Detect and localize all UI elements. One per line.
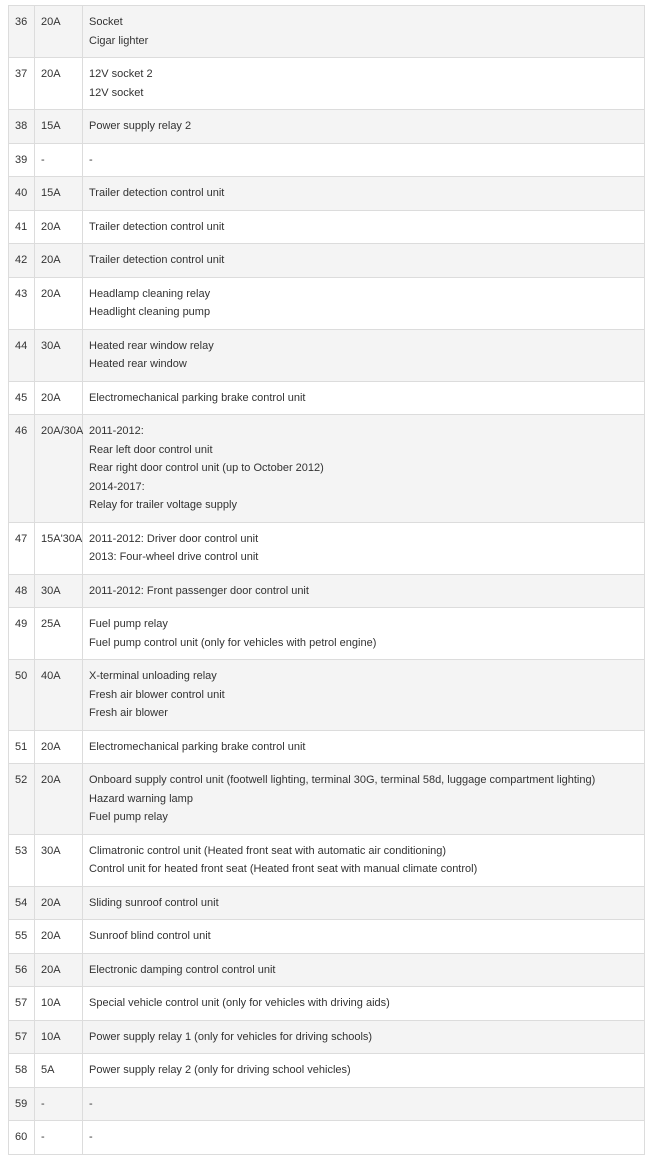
fuse-description-line: Trailer detection control unit xyxy=(89,187,225,199)
fuse-description-line: Fresh air blower control unit xyxy=(89,688,225,701)
fuse-amperage-cell: 15A'30A xyxy=(35,522,83,574)
table-row xyxy=(9,730,645,764)
fuse-amperage-cell: 30A xyxy=(35,329,83,381)
fuse-number-cell: 53 xyxy=(9,834,35,886)
fuse-number-cell: 59 xyxy=(9,1087,35,1121)
fuse-description-line: Fuel pump relay xyxy=(89,618,168,630)
fuse-amperage-cell: 20A xyxy=(35,277,83,329)
table-row xyxy=(9,1121,645,1155)
fuse-description-line: Headlamp cleaning relay xyxy=(89,287,211,300)
fuse-description-cell xyxy=(83,608,645,660)
fuse-description-cell xyxy=(83,143,645,177)
table-row xyxy=(9,244,645,278)
fuse-number-cell: 47 xyxy=(9,522,35,574)
fuse-description-line: Climatronic control unit (Heated front seat with automatic air conditioning) xyxy=(89,844,447,857)
fuse-description-cell xyxy=(83,381,645,415)
fuse-number-cell: 40 xyxy=(9,177,35,211)
fuse-table-body xyxy=(9,6,645,1155)
fuse-description-line: Heated rear window xyxy=(89,358,187,370)
fuse-description-line: Rear left door control unit xyxy=(89,443,213,456)
fuse-description-line: Special vehicle control unit (only for vehicles with driving aids) xyxy=(89,997,390,1009)
fuse-number-cell: 36 xyxy=(9,6,35,58)
fuse-description-line: Fuel pump control unit (only for vehicles with petrol engine) xyxy=(89,636,377,649)
fuse-description-cell xyxy=(83,110,645,144)
fuse-amperage-cell: 20A xyxy=(35,6,83,58)
fuse-description-line: - xyxy=(89,153,93,166)
table-row xyxy=(9,660,645,731)
fuse-description-line: Power supply relay 2 (only for driving school vehicles) xyxy=(89,1064,351,1076)
table-row xyxy=(9,1054,645,1088)
fuse-number-cell: 38 xyxy=(9,110,35,144)
fuse-description-cell xyxy=(83,886,645,920)
table-row xyxy=(9,522,645,574)
fuse-number-cell: 60 xyxy=(9,1121,35,1155)
fuse-amperage-cell: 30A xyxy=(35,834,83,886)
fuse-description-line: Onboard supply control unit (footwell lighting, terminal 30G, terminal 58d, luggage compartment lighting) xyxy=(89,774,596,786)
fuse-description-cell xyxy=(83,6,645,58)
fuse-description-cell xyxy=(83,953,645,987)
fuse-amperage-cell: 20A xyxy=(35,730,83,764)
fuse-amperage-cell: - xyxy=(35,143,83,177)
fuse-number-cell: 44 xyxy=(9,329,35,381)
table-row xyxy=(9,143,645,177)
fuse-description-cell xyxy=(83,920,645,954)
table-row xyxy=(9,277,645,329)
fuse-description-line: Electronic damping control control unit xyxy=(89,963,276,976)
fuse-number-cell: 52 xyxy=(9,764,35,835)
fuse-amperage-cell: 5A xyxy=(35,1054,83,1088)
fuse-description-cell xyxy=(83,574,645,608)
fuse-number-cell: 49 xyxy=(9,608,35,660)
fuse-description-line: - xyxy=(89,1097,93,1110)
fuse-amperage-cell: 20A xyxy=(35,210,83,244)
fuse-number-cell: 41 xyxy=(9,210,35,244)
fuse-description-cell xyxy=(83,277,645,329)
fuse-number-cell: 46 xyxy=(9,415,35,523)
table-row xyxy=(9,415,645,523)
fuse-number-cell: 39 xyxy=(9,143,35,177)
fuse-assignment-table xyxy=(8,5,645,1155)
fuse-amperage-cell: 20A xyxy=(35,58,83,110)
fuse-amperage-cell: 20A xyxy=(35,920,83,954)
fuse-description-cell xyxy=(83,329,645,381)
table-row xyxy=(9,886,645,920)
table-row xyxy=(9,953,645,987)
table-row xyxy=(9,381,645,415)
fuse-description-line: Power supply relay 1 (only for vehicles for driving schools) xyxy=(89,1030,373,1043)
fuse-amperage-cell: 20A xyxy=(35,953,83,987)
fuse-description-cell xyxy=(83,177,645,211)
fuse-number-cell: 54 xyxy=(9,886,35,920)
fuse-description-line: Control unit for heated front seat (Heated front seat with manual climate control) xyxy=(89,863,478,875)
fuse-description-cell xyxy=(83,1020,645,1054)
fuse-description-cell xyxy=(83,522,645,574)
fuse-description-cell xyxy=(83,1087,645,1121)
fuse-number-cell: 56 xyxy=(9,953,35,987)
fuse-description-line: 2011-2012: Driver door control unit xyxy=(89,532,259,545)
fuse-description-line: X-terminal unloading relay xyxy=(89,670,217,682)
fuse-description-cell xyxy=(83,244,645,278)
fuse-number-cell: 48 xyxy=(9,574,35,608)
table-row xyxy=(9,834,645,886)
table-row xyxy=(9,987,645,1021)
fuse-number-cell: 45 xyxy=(9,381,35,415)
fuse-description-cell xyxy=(83,1054,645,1088)
fuse-amperage-cell: 20A/30A xyxy=(35,415,83,523)
fuse-description-line: - xyxy=(89,1131,93,1143)
fuse-amperage-cell: - xyxy=(35,1121,83,1155)
fuse-description-line: Relay for trailer voltage supply xyxy=(89,499,237,511)
table-row xyxy=(9,1020,645,1054)
table-row xyxy=(9,329,645,381)
fuse-description-cell xyxy=(83,730,645,764)
fuse-description-line: Headlight cleaning pump xyxy=(89,306,211,318)
fuse-description-line: Trailer detection control unit xyxy=(89,254,225,266)
table-row xyxy=(9,608,645,660)
fuse-description-line: Socket xyxy=(89,16,123,28)
fuse-description-cell xyxy=(83,210,645,244)
fuse-description-line: Electromechanical parking brake control unit xyxy=(89,391,306,404)
fuse-description-line: 2011-2012: Front passenger door control unit xyxy=(89,584,309,597)
fuse-amperage-cell: 30A xyxy=(35,574,83,608)
fuse-description-line: 12V socket xyxy=(89,86,144,99)
table-row xyxy=(9,920,645,954)
fuse-amperage-cell: 20A xyxy=(35,381,83,415)
fuse-number-cell: 42 xyxy=(9,244,35,278)
fuse-description-cell xyxy=(83,764,645,835)
table-row xyxy=(9,1087,645,1121)
fuse-number-cell: 37 xyxy=(9,58,35,110)
table-row xyxy=(9,177,645,211)
fuse-description-cell xyxy=(83,834,645,886)
table-row xyxy=(9,574,645,608)
fuse-number-cell: 57 xyxy=(9,987,35,1021)
fuse-description-cell xyxy=(83,660,645,731)
fuse-amperage-cell: 20A xyxy=(35,764,83,835)
fuse-number-cell: 50 xyxy=(9,660,35,731)
fuse-amperage-cell: 25A xyxy=(35,608,83,660)
fuse-amperage-cell: 40A xyxy=(35,660,83,731)
fuse-number-cell: 58 xyxy=(9,1054,35,1088)
fuse-description-cell xyxy=(83,415,645,523)
fuse-description-line: Power supply relay 2 xyxy=(89,120,192,132)
fuse-description-cell xyxy=(83,58,645,110)
fuse-number-cell: 43 xyxy=(9,277,35,329)
fuse-amperage-cell: 20A xyxy=(35,244,83,278)
fuse-description-line: 2011-2012: xyxy=(89,425,144,437)
fuse-amperage-cell: 15A xyxy=(35,110,83,144)
fuse-description-line: Cigar lighter xyxy=(89,34,149,47)
fuse-amperage-cell: 20A xyxy=(35,886,83,920)
table-row xyxy=(9,210,645,244)
fuse-description-line: Sliding sunroof control unit xyxy=(89,896,219,909)
table-row xyxy=(9,58,645,110)
fuse-amperage-cell: - xyxy=(35,1087,83,1121)
fuse-description-line: Hazard warning lamp xyxy=(89,792,193,805)
table-row xyxy=(9,110,645,144)
fuse-description-line: Rear right door control unit (up to October 2012) xyxy=(89,462,324,474)
fuse-description-cell xyxy=(83,987,645,1021)
fuse-amperage-cell: 10A xyxy=(35,1020,83,1054)
fuse-description-line: Heated rear window relay xyxy=(89,339,214,352)
fuse-number-cell: 57 xyxy=(9,1020,35,1054)
fuse-amperage-cell: 15A xyxy=(35,177,83,211)
fuse-amperage-cell: 10A xyxy=(35,987,83,1021)
fuse-number-cell: 55 xyxy=(9,920,35,954)
fuse-description-line: 12V socket 2 xyxy=(89,68,153,80)
fuse-description-line: Fuel pump relay xyxy=(89,811,168,823)
fuse-description-line: Electromechanical parking brake control unit xyxy=(89,740,306,753)
fuse-description-line: Trailer detection control unit xyxy=(89,220,225,233)
table-row xyxy=(9,6,645,58)
fuse-description-line: 2014-2017: xyxy=(89,480,145,493)
fuse-description-line: Sunroof blind control unit xyxy=(89,930,211,942)
fuse-number-cell: 51 xyxy=(9,730,35,764)
fuse-description-cell xyxy=(83,1121,645,1155)
fuse-description-line: 2013: Four-wheel drive control unit xyxy=(89,551,259,563)
table-row xyxy=(9,764,645,835)
fuse-description-line: Fresh air blower xyxy=(89,707,168,719)
